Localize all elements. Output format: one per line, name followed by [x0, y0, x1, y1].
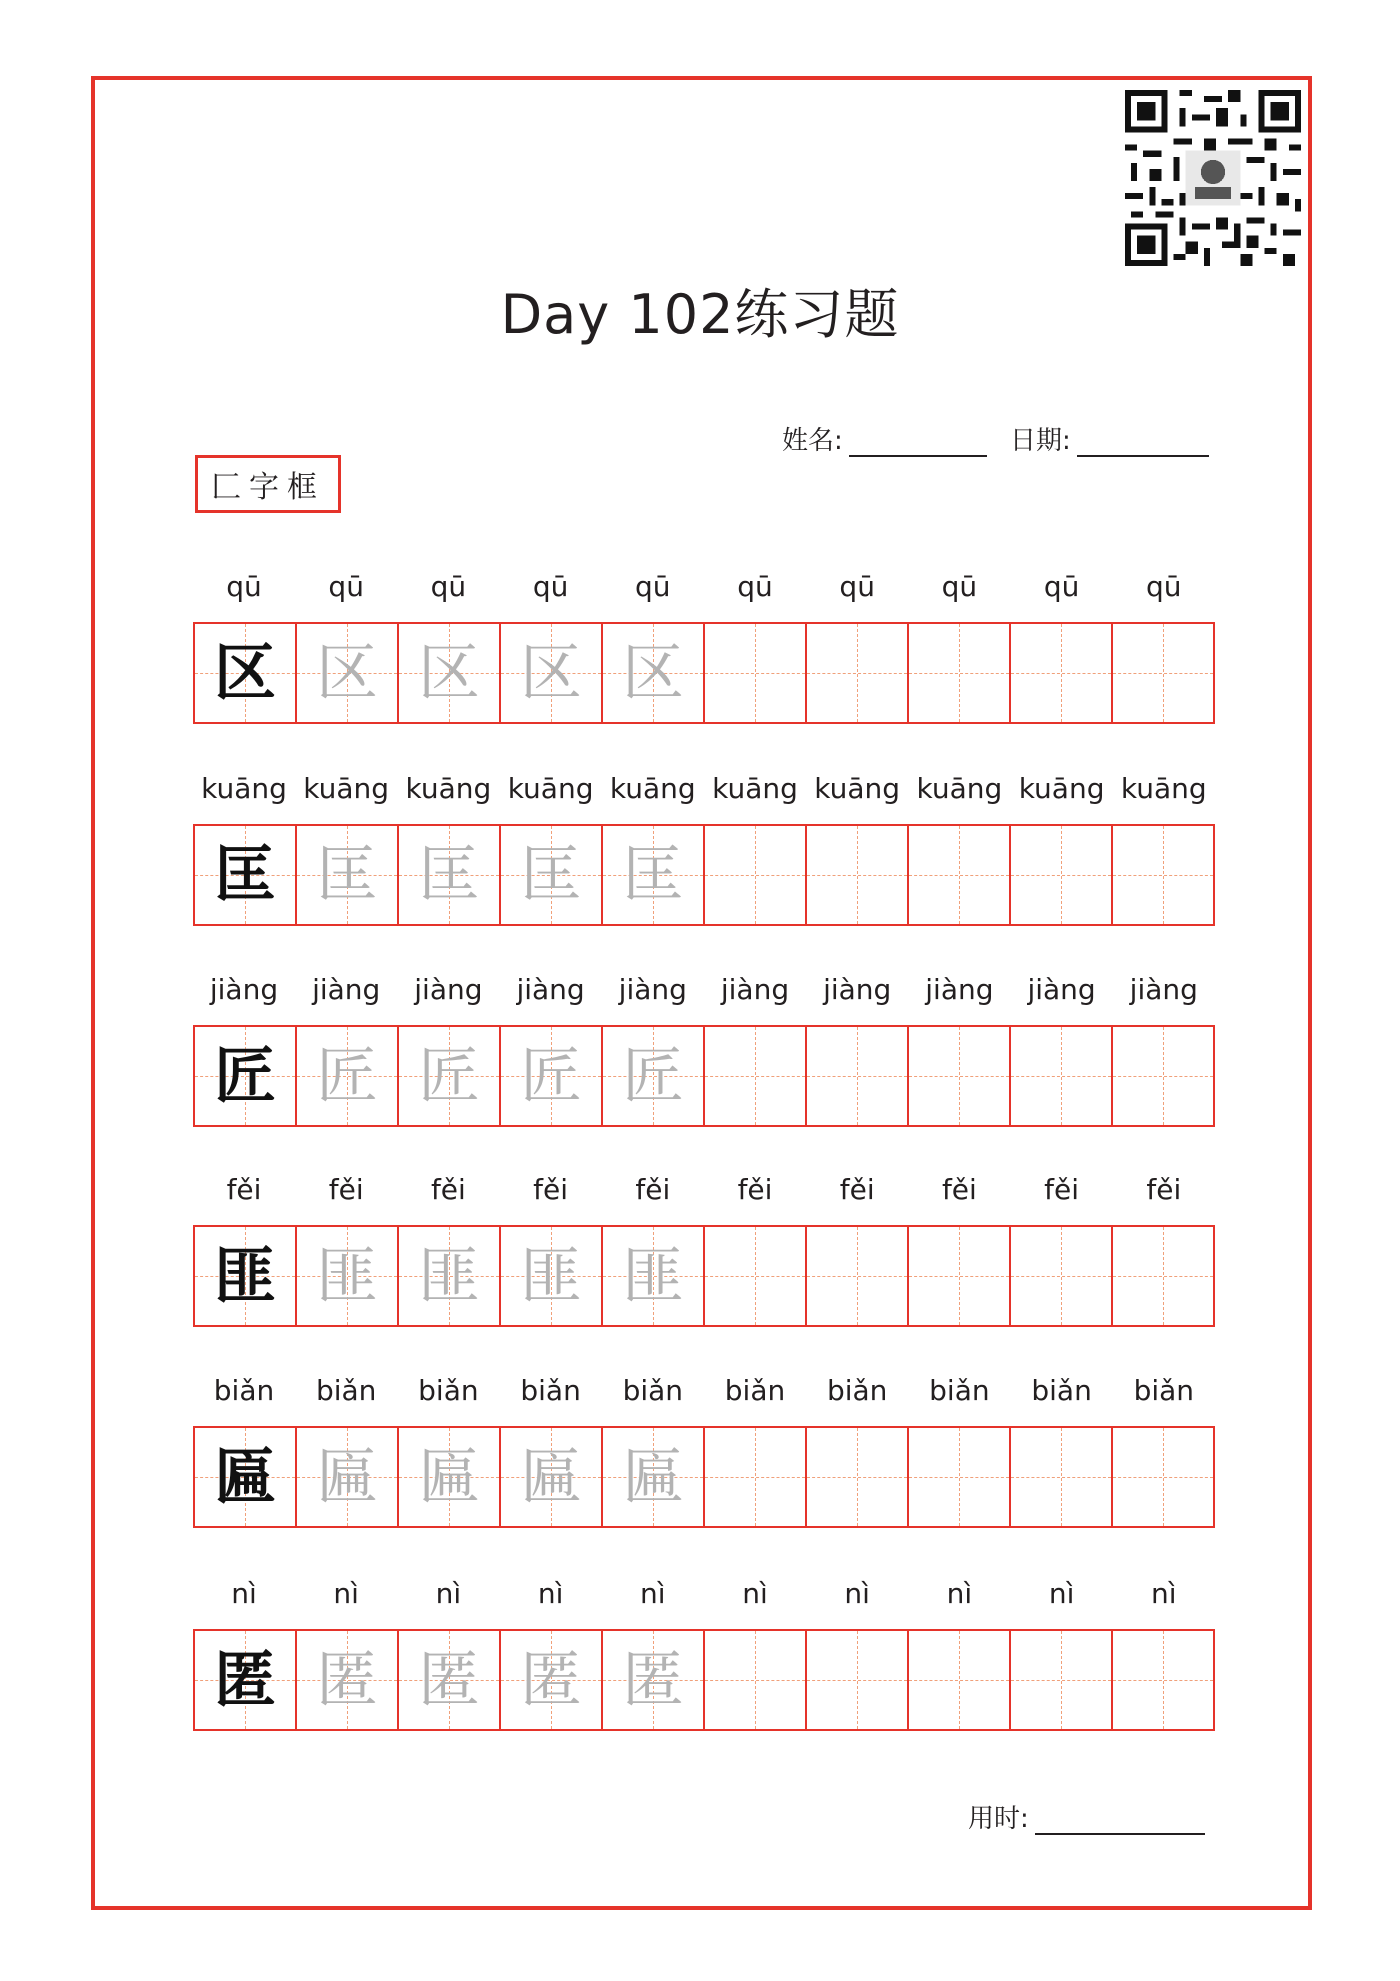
name-field: [782, 420, 987, 457]
pinyin-label: jiàng: [1027, 973, 1096, 1006]
writing-grid: [193, 1025, 1215, 1127]
pinyin-label: nì: [231, 1577, 257, 1610]
pinyin-label: qū: [328, 570, 364, 603]
writing-cell[interactable]: [195, 1428, 297, 1526]
writing-cell[interactable]: [1011, 1428, 1113, 1526]
model-character: 匪: [213, 1239, 276, 1312]
writing-cell[interactable]: [501, 1631, 603, 1729]
writing-cell[interactable]: [807, 1227, 909, 1325]
writing-cell[interactable]: [297, 1631, 399, 1729]
writing-grid: [193, 622, 1215, 724]
date-field: [1010, 420, 1209, 457]
writing-cell[interactable]: [1011, 624, 1113, 722]
pinyin-label: kuāng: [201, 772, 287, 805]
pinyin-label: kuāng: [405, 772, 492, 805]
writing-grid: [193, 1426, 1215, 1528]
date-input-line[interactable]: [1077, 429, 1209, 457]
pinyin-label: fěi: [1146, 1173, 1182, 1206]
trace-character: 匠: [519, 1039, 582, 1112]
pinyin-label: nì: [946, 1577, 973, 1610]
pinyin-label: qū: [1146, 570, 1182, 603]
trace-character: 匡: [519, 838, 582, 911]
pinyin-label: qū: [226, 570, 262, 603]
pinyin-row: [193, 1577, 1215, 1617]
trace-character: 匠: [621, 1039, 684, 1112]
trace-character: 匾: [315, 1440, 378, 1513]
pinyin-label: jiàng: [312, 973, 381, 1006]
model-character: 匠: [213, 1039, 276, 1112]
pinyin-label: fěi: [839, 1173, 875, 1206]
pinyin-row: [193, 973, 1215, 1013]
trace-character: 匿: [621, 1643, 684, 1716]
time-input-line[interactable]: [1035, 1807, 1205, 1835]
writing-cell[interactable]: [297, 1428, 399, 1526]
page-title: Day 102练习题: [500, 283, 900, 346]
writing-cell[interactable]: [603, 826, 705, 924]
writing-cell[interactable]: [1113, 826, 1213, 924]
pinyin-label: nì: [742, 1577, 768, 1610]
writing-cell[interactable]: [1113, 1027, 1213, 1125]
pinyin-label: biǎn: [724, 1374, 786, 1407]
writing-cell[interactable]: [603, 624, 705, 722]
time-label: 用时:: [968, 1804, 1029, 1834]
model-character: 匿: [213, 1643, 276, 1716]
pinyin-label: biǎn: [826, 1374, 888, 1407]
pinyin-label: kuāng: [1018, 772, 1105, 805]
pinyin-label: biǎn: [1133, 1374, 1195, 1407]
model-character: 匾: [213, 1440, 276, 1513]
writing-cell[interactable]: [807, 624, 909, 722]
pinyin-label: fěi: [533, 1173, 569, 1206]
trace-character: 匪: [621, 1239, 684, 1312]
writing-grid: [193, 824, 1215, 926]
writing-cell[interactable]: [1113, 1227, 1213, 1325]
writing-cell[interactable]: [399, 624, 501, 722]
pinyin-label: jiàng: [516, 973, 585, 1006]
pinyin-label: fěi: [328, 1173, 364, 1206]
pinyin-label: kuāng: [814, 772, 901, 805]
writing-cell[interactable]: [399, 1428, 501, 1526]
writing-cell[interactable]: [603, 1027, 705, 1125]
pinyin-label: qū: [737, 570, 773, 603]
pinyin-label: nì: [333, 1577, 359, 1610]
trace-character: 匾: [519, 1440, 582, 1513]
writing-cell[interactable]: [1113, 624, 1213, 722]
trace-character: 区: [519, 636, 582, 709]
writing-cell[interactable]: [807, 1027, 909, 1125]
pinyin-row: [193, 1374, 1215, 1414]
section-label: 匚字框: [195, 455, 341, 513]
pinyin-label: jiàng: [1129, 973, 1198, 1006]
pinyin-label: jiàng: [823, 973, 892, 1006]
trace-character: 匡: [417, 838, 480, 911]
writing-cell[interactable]: [501, 1227, 603, 1325]
pinyin-label: biǎn: [315, 1374, 377, 1407]
trace-character: 区: [315, 636, 378, 709]
writing-cell[interactable]: [195, 1227, 297, 1325]
writing-cell[interactable]: [1113, 1428, 1213, 1526]
pinyin-label: qū: [1043, 570, 1080, 603]
model-character: 区: [213, 636, 276, 709]
pinyin-label: nì: [844, 1577, 870, 1610]
pinyin-label: jiàng: [414, 973, 483, 1006]
writing-cell[interactable]: [909, 1631, 1011, 1729]
trace-character: 匿: [417, 1643, 480, 1716]
writing-cell[interactable]: [807, 826, 909, 924]
trace-character: 匿: [519, 1643, 582, 1716]
writing-cell[interactable]: [909, 624, 1011, 722]
pinyin-row: [193, 1173, 1215, 1213]
pinyin-label: fěi: [1044, 1173, 1080, 1206]
writing-cell[interactable]: [705, 1227, 807, 1325]
pinyin-label: fěi: [226, 1173, 262, 1206]
pinyin-label: jiàng: [209, 973, 279, 1006]
pinyin-label: biǎn: [520, 1374, 581, 1407]
pinyin-label: nì: [1048, 1577, 1075, 1610]
trace-character: 匿: [315, 1643, 378, 1716]
trace-character: 匡: [315, 838, 378, 911]
pinyin-label: fěi: [737, 1173, 773, 1206]
writing-cell[interactable]: [1011, 1227, 1113, 1325]
writing-grid: [193, 1629, 1215, 1731]
writing-cell[interactable]: [297, 1227, 399, 1325]
pinyin-label: qū: [941, 570, 978, 603]
pinyin-row: [193, 570, 1215, 610]
pinyin-label: jiàng: [618, 973, 687, 1006]
writing-cell[interactable]: [705, 1027, 807, 1125]
writing-cell[interactable]: [909, 1428, 1011, 1526]
pinyin-label: nì: [1151, 1577, 1177, 1610]
writing-cell[interactable]: [909, 1227, 1011, 1325]
writing-cell[interactable]: [501, 826, 603, 924]
writing-cell[interactable]: [603, 1631, 705, 1729]
writing-cell[interactable]: [501, 1428, 603, 1526]
pinyin-label: qū: [635, 570, 671, 603]
writing-cell[interactable]: [1011, 826, 1113, 924]
name-label: 姓名:: [782, 426, 843, 456]
writing-cell[interactable]: [603, 1227, 705, 1325]
writing-cell[interactable]: [297, 624, 399, 722]
pinyin-label: qū: [430, 570, 467, 603]
writing-cell[interactable]: [195, 1631, 297, 1729]
pinyin-row: [193, 772, 1215, 812]
pinyin-label: biǎn: [622, 1374, 684, 1407]
writing-cell[interactable]: [705, 624, 807, 722]
writing-cell[interactable]: [1113, 1631, 1213, 1729]
pinyin-label: biǎn: [418, 1374, 479, 1407]
writing-cell[interactable]: [399, 1631, 501, 1729]
model-character: 匡: [213, 838, 276, 911]
pinyin-label: fěi: [430, 1173, 466, 1206]
pinyin-label: kuāng: [1120, 772, 1207, 805]
writing-cell[interactable]: [1011, 1027, 1113, 1125]
writing-cell[interactable]: [195, 624, 297, 722]
writing-cell[interactable]: [705, 1428, 807, 1526]
qr-code-icon: [1125, 90, 1301, 266]
pinyin-label: nì: [435, 1577, 462, 1610]
pinyin-label: kuāng: [916, 772, 1003, 805]
pinyin-label: jiàng: [925, 973, 994, 1006]
writing-cell[interactable]: [705, 1631, 807, 1729]
writing-cell[interactable]: [195, 1027, 297, 1125]
pinyin-label: jiàng: [720, 973, 790, 1006]
writing-cell[interactable]: [501, 1027, 603, 1125]
writing-cell[interactable]: [399, 1227, 501, 1325]
writing-cell[interactable]: [195, 826, 297, 924]
trace-character: 区: [417, 636, 480, 709]
writing-cell[interactable]: [297, 1027, 399, 1125]
pinyin-label: biǎn: [213, 1374, 275, 1407]
trace-character: 匾: [417, 1440, 480, 1513]
pinyin-label: qū: [839, 570, 875, 603]
writing-cell[interactable]: [705, 826, 807, 924]
pinyin-label: biǎn: [1031, 1374, 1092, 1407]
writing-grid: [193, 1225, 1215, 1327]
trace-character: 匠: [417, 1039, 480, 1112]
pinyin-label: nì: [537, 1577, 564, 1610]
writing-cell[interactable]: [297, 826, 399, 924]
pinyin-label: qū: [532, 570, 569, 603]
pinyin-label: kuāng: [507, 772, 594, 805]
trace-character: 匠: [315, 1039, 378, 1112]
writing-cell[interactable]: [807, 1631, 909, 1729]
name-input-line[interactable]: [849, 429, 987, 457]
pinyin-label: fěi: [941, 1173, 977, 1206]
pinyin-label: biǎn: [929, 1374, 990, 1407]
pinyin-label: kuāng: [712, 772, 798, 805]
trace-character: 匪: [315, 1239, 378, 1312]
pinyin-label: fěi: [635, 1173, 671, 1206]
pinyin-label: kuāng: [609, 772, 696, 805]
trace-character: 匪: [417, 1239, 480, 1312]
date-label: 日期:: [1010, 426, 1071, 456]
writing-cell[interactable]: [909, 1027, 1011, 1125]
pinyin-label: kuāng: [303, 772, 390, 805]
time-field: [968, 1798, 1205, 1835]
writing-cell[interactable]: [603, 1428, 705, 1526]
trace-character: 区: [621, 636, 684, 709]
writing-cell[interactable]: [909, 826, 1011, 924]
writing-cell[interactable]: [501, 624, 603, 722]
writing-cell[interactable]: [1011, 1631, 1113, 1729]
writing-cell[interactable]: [807, 1428, 909, 1526]
trace-character: 匪: [519, 1239, 582, 1312]
writing-cell[interactable]: [399, 826, 501, 924]
trace-character: 匡: [621, 838, 684, 911]
writing-cell[interactable]: [399, 1027, 501, 1125]
pinyin-label: nì: [640, 1577, 666, 1610]
trace-character: 匾: [621, 1440, 684, 1513]
